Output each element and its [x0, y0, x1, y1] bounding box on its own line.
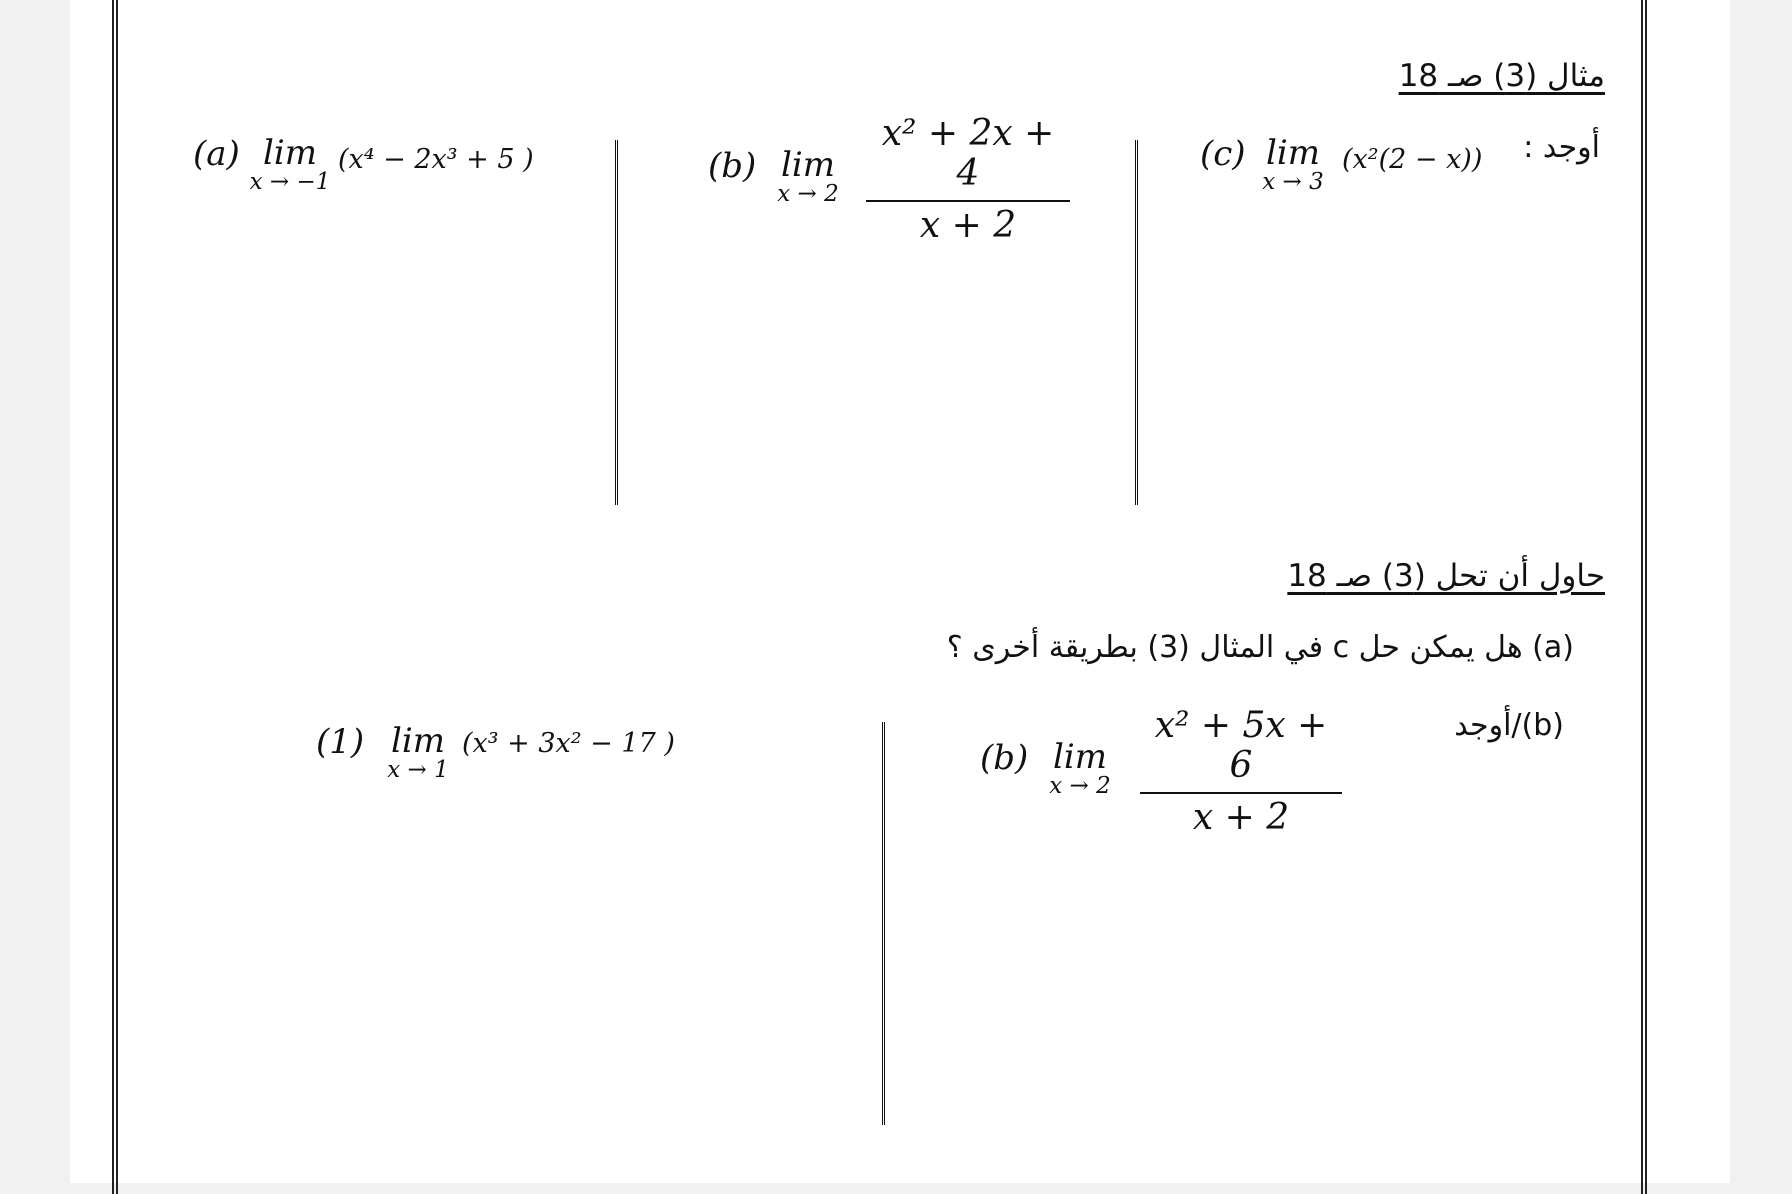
lim-subscript: x → −1 — [249, 169, 331, 195]
fraction-numerator: x² + 5x + 6 — [1140, 706, 1342, 794]
lim-word: lim — [391, 721, 445, 761]
problem-a-label: (a) — [193, 134, 240, 174]
lim-word: lim — [781, 145, 835, 185]
problem-c-limit — [1258, 133, 1328, 195]
problem-b-label: (b) — [708, 146, 757, 186]
find-instruction: أوجد : — [1523, 130, 1600, 165]
column-divider — [1135, 140, 1138, 505]
problem-c-expression: (x²(2 − x)) — [1342, 144, 1483, 175]
problem-c-label: (c) — [1200, 134, 1246, 174]
column-divider — [615, 140, 618, 505]
practice-b-instruction: (b)/أوجد — [1454, 708, 1564, 743]
practice-1-label: (1) — [316, 722, 365, 762]
practice-question-a: (a) هل يمكن حل c في المثال (3) بطريقة أخرى ؟ — [946, 630, 1574, 665]
fraction-numerator: x² + 2x + 4 — [866, 114, 1070, 202]
problem-a-limit — [240, 133, 340, 195]
practice-b-label: (b) — [980, 738, 1029, 778]
lim-subscript: x → 2 — [1049, 773, 1111, 799]
practice-1-limit — [380, 721, 456, 783]
fraction-denominator: x + 2 — [919, 205, 1017, 246]
lim-word: lim — [263, 133, 317, 173]
lim-word: lim — [1266, 133, 1320, 173]
lim-word: lim — [1053, 737, 1107, 777]
practice-b-limit — [1042, 737, 1118, 799]
example-heading: مثال (3) صـ 18 — [1398, 58, 1605, 94]
problem-b-fraction — [866, 114, 1070, 246]
lim-subscript: x → 3 — [1262, 169, 1324, 195]
problem-b-limit — [770, 145, 846, 207]
fraction-denominator: x + 2 — [1192, 797, 1290, 838]
column-divider — [882, 722, 885, 1125]
lim-subscript: x → 1 — [387, 757, 449, 783]
practice-heading: حاول أن تحل (3) صـ 18 — [1287, 558, 1605, 594]
practice-b-fraction — [1140, 706, 1342, 838]
lim-subscript: x → 2 — [777, 181, 839, 207]
problem-a-expression: (x⁴ − 2x³ + 5 ) — [338, 144, 534, 175]
practice-1-expression: (x³ + 3x² − 17 ) — [462, 728, 675, 759]
